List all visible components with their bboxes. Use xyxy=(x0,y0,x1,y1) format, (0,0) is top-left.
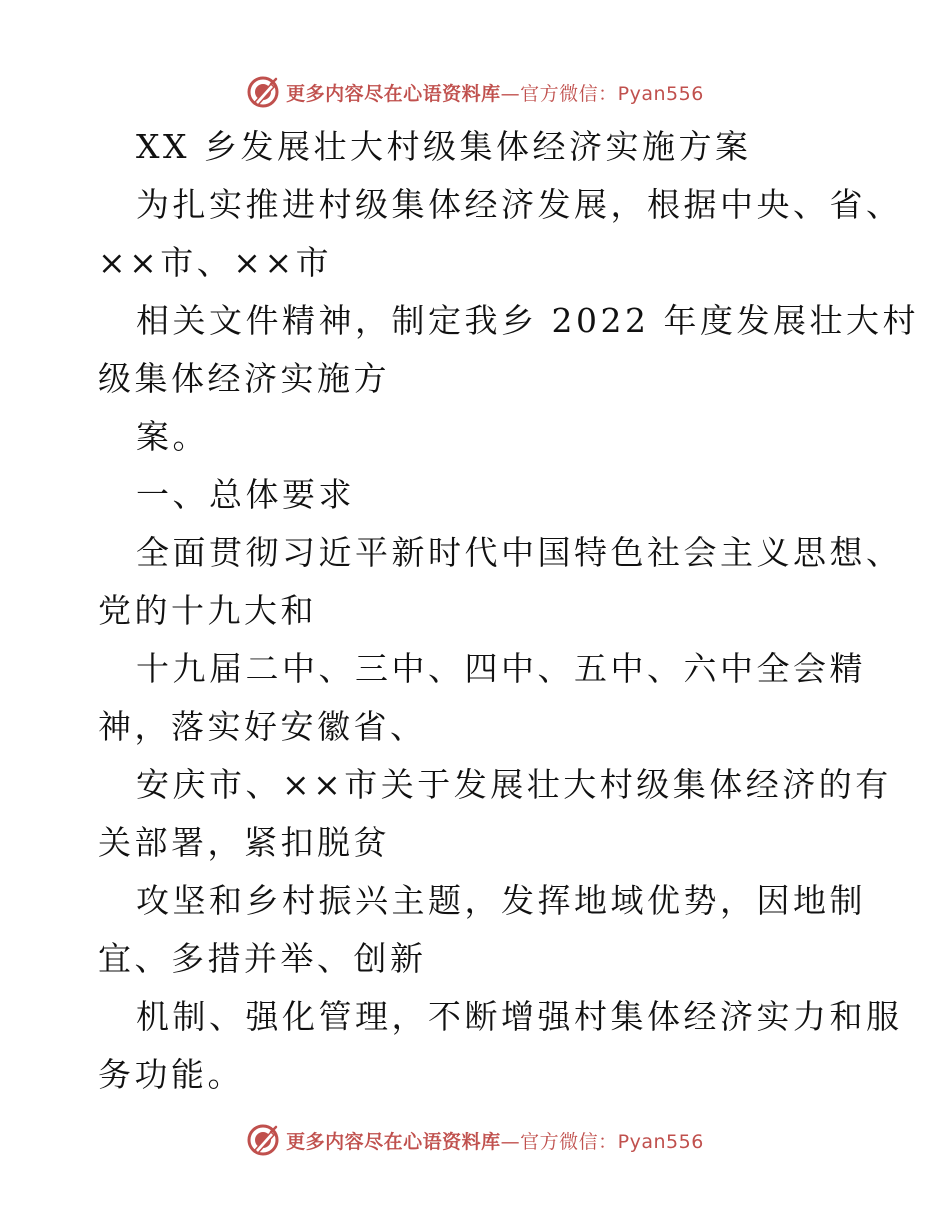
header-watermark-text xyxy=(286,79,704,106)
pen-logo-icon xyxy=(246,1123,280,1157)
header-watermark xyxy=(0,72,950,112)
pen-logo-icon xyxy=(246,75,280,109)
paragraph-line: 十九届二中、三中、四中、五中、六中全会精 xyxy=(136,649,866,688)
header-watermark-dash: — xyxy=(500,82,521,105)
footer-watermark-dash: — xyxy=(500,1130,521,1153)
document-body xyxy=(98,118,919,1104)
paragraph-line: 案。 xyxy=(136,417,209,456)
paragraph-line: 为扎实推进村级集体经济发展，根据中央、省、 xyxy=(136,185,903,224)
paragraph-line: 攻坚和乡村振兴主题，发挥地域优势，因地制 xyxy=(136,881,866,920)
header-watermark-contact: 官方微信：Pyan556 xyxy=(520,82,704,105)
paragraph-line: 宜、多措并举、创新 xyxy=(98,939,427,978)
paragraph-line: 党的十九大和 xyxy=(98,591,317,630)
section-heading: 一、总体要求 xyxy=(136,475,355,514)
footer-watermark-title: 更多内容尽在心语资料库 xyxy=(286,1130,501,1153)
document-title: XX 乡发展壮大村级集体经济实施方案 xyxy=(136,127,752,166)
paragraph-line: 机制、强化管理，不断增强村集体经济实力和服 xyxy=(136,997,903,1036)
paragraph-line: ××市、××市 xyxy=(98,243,333,282)
header-watermark-title: 更多内容尽在心语资料库 xyxy=(286,82,501,105)
paragraph-line: 级集体经济实施方 xyxy=(98,359,390,398)
footer-watermark-text xyxy=(286,1127,704,1154)
footer-watermark xyxy=(0,1120,950,1160)
paragraph-line: 关部署，紧扣脱贫 xyxy=(98,823,390,862)
paragraph-line: 相关文件精神，制定我乡 2022 年度发展壮大村 xyxy=(136,301,919,340)
paragraph-line: 务功能。 xyxy=(98,1055,244,1094)
paragraph-line: 安庆市、××市关于发展壮大村级集体经济的有 xyxy=(136,765,892,804)
paragraph-line: 全面贯彻习近平新时代中国特色社会主义思想、 xyxy=(136,533,903,572)
paragraph-line: 神，落实好安徽省、 xyxy=(98,707,427,746)
footer-watermark-contact: 官方微信：Pyan556 xyxy=(520,1130,704,1153)
